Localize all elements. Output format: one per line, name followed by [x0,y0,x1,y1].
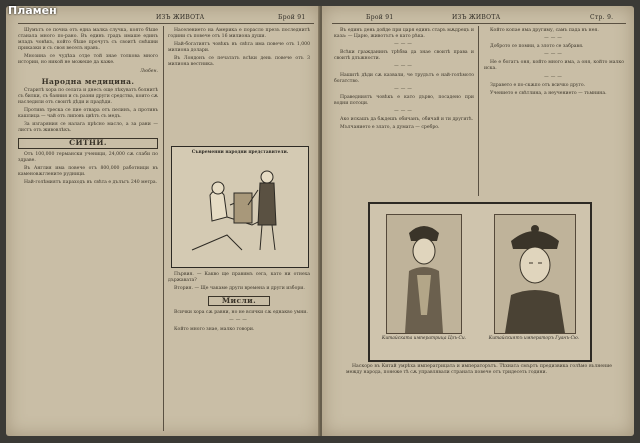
intro-paragraph-2: Мнозина се чудѣха отде той знае толкова много истории, но никой не можеше да каже. [18,54,158,66]
left-column-2 [168,28,310,71]
empress-drawing [387,215,461,333]
medicine-paragraph-2: Противъ треска се пие отвара отъ пелинъ, а противъ кашлица — чай отъ липовъ цвѣтъ съ медъ. [18,108,158,120]
right-col1-paragraph-6: Мълчанието е злато, а думата — сребро. [340,125,440,131]
dialogue-line-2: Втория. — Ще чакаме други времена и други избори. [174,286,305,292]
column-divider [163,26,164,431]
right-col2-paragraph-1: Който копае яма другиму, самъ пада въ нея. [490,28,599,33]
right-header-issue: Брой 91 [366,14,394,21]
separator: ——— [394,64,414,70]
separator: ——— [394,42,414,48]
sitni-paragraph-3: Най-голѣмиятъ параходъ въ свѣта е дълъгъ 240 метра. [24,179,158,185]
cartoon-title: Съвременни народни представители. [191,150,289,155]
cartoon-drawing [172,155,308,261]
watermark-logo: Пламен [8,4,57,17]
dialogue-line-1: Първия. — Какво ще правимъ сега, като ни отнеха държавата? [168,272,310,284]
section-title-sitni: СИТНИ. [18,138,158,148]
portrait-frame [368,202,592,362]
separator: ——— [544,74,564,80]
signature: Любен. [140,68,158,74]
emperor-drawing [495,215,575,333]
separator: ——— [394,86,414,92]
right-col2-paragraph-5: Учението е свѣтлина, а неучението — тъмнина. [490,90,607,96]
separator: ——— [544,52,564,58]
left-header-title: ИЗЪ ЖИВОТА [156,14,205,21]
thought-1: Всички хора сѫ равни, но не всички сѫ еднакво умни. [174,310,308,316]
right-col2-paragraph-3: Не е богатъ оня, който много има, а оня, който малко иска. [484,60,624,72]
section-title-folk-medicine: Народна медицина. [41,76,135,86]
sitni-paragraph-1: Отъ 100,000 германски ученици, 24,000 сѫ слаби по здраве. [18,151,158,163]
emperor-caption: Китайскиятъ императоръ Гуанъ-Сю. [488,336,580,341]
separator: ——— [229,318,249,324]
header-rule [18,23,314,24]
left-header-issue: Брой 91 [278,14,306,21]
portrait-empress [386,214,462,334]
bottom-text [346,364,612,378]
right-col2-paragraph-2: Доброто се помни, а злото се забравя. [490,44,584,50]
right-col2-paragraph-4: Здравето е по-скѫпо отъ всичко друго. [490,82,586,88]
right-col1-paragraph-2: Всѣки гражданинъ трѣбва да знае своитѣ права и своитѣ длъжности. [334,50,474,62]
right-header-title: ИЗЪ ЖИВОТА [452,14,501,21]
right-col1-paragraph-3: Нашитѣ дѣди сѫ казвали, че трудътъ е най-голѣмото богатство. [334,72,474,84]
sitni-paragraph-2: Въ Англия има повече отъ 800,000 работници въ каменовѫглените рудници. [18,165,158,177]
facts-paragraph-2: Най-богатиятъ човѣкъ въ свѣта има повече отъ 1,000 милиона долари. [168,42,310,54]
right-col1-paragraph-5: Ако искашъ да бѫдешъ обичанъ, обичай и ти другитѣ. [340,117,474,123]
right-column-2 [484,28,624,99]
right-column-divider [478,26,479,196]
cartoon-dialogue-block [168,272,310,335]
right-col1-paragraph-1: Въ единъ день дойде при царя единъ старъ мѫдрецъ и каза: — Царю, животътъ е като рѣка. [334,28,474,40]
intro-paragraph-1: Шумътъ се почна отъ една малка случка, която бѣше станала много по-рано. Въ единъ градъ имаше единъ младъ човѣкъ, който бѣше прочутъ съ своитѣ смѣшни приказки и съ своя веселъ нравъ. [18,28,158,52]
separator: ——— [394,109,414,115]
right-column-1 [334,28,474,133]
right-header-page: Стр. 9. [590,14,614,21]
medicine-paragraph-3: За изгаряния се налага прѣсно масло, а за рани — листъ отъ живовлѣкъ. [18,122,158,134]
empress-caption: Китайската императрица Цзъ-Си. [381,336,467,341]
separator: ——— [544,36,564,42]
right-header-rule [332,23,626,24]
portrait-emperor [494,214,576,334]
cartoon-illustration [171,146,309,268]
right-page [322,6,634,436]
section-title-thoughts: Мисли. [208,296,270,306]
bottom-paragraph: Наскоро въ Китай умрѣха императрицата и императорътъ. Тѣхната смъртъ предизвика голѣмо вълнение между народа, понеже тѣ сѫ управлявали страната повече отъ тридесеть години. [346,364,612,376]
thought-2: Който много знае, малко говори. [174,326,255,332]
left-column-1 [18,28,158,188]
medicine-paragraph-1: Старитѣ хора по селата и днесъ още лѣкуватъ болнитѣ съ билки, съ баяния и съ разни други средства, които сѫ наследили отъ своитѣ дѣди и прадѣди. [18,87,158,105]
left-page [6,6,320,436]
facts-paragraph-1: Населението на Америка е порасло презъ последнитѣ години съ повече отъ 16 милиона души. [168,28,310,40]
facts-paragraph-3: Въ Лондонъ се печататъ всѣки день повече отъ 3 милиона вестника. [168,56,310,68]
right-col1-paragraph-4: Праведниятъ човѣкъ е като дърво, посадено при водни потоци. [334,94,474,106]
